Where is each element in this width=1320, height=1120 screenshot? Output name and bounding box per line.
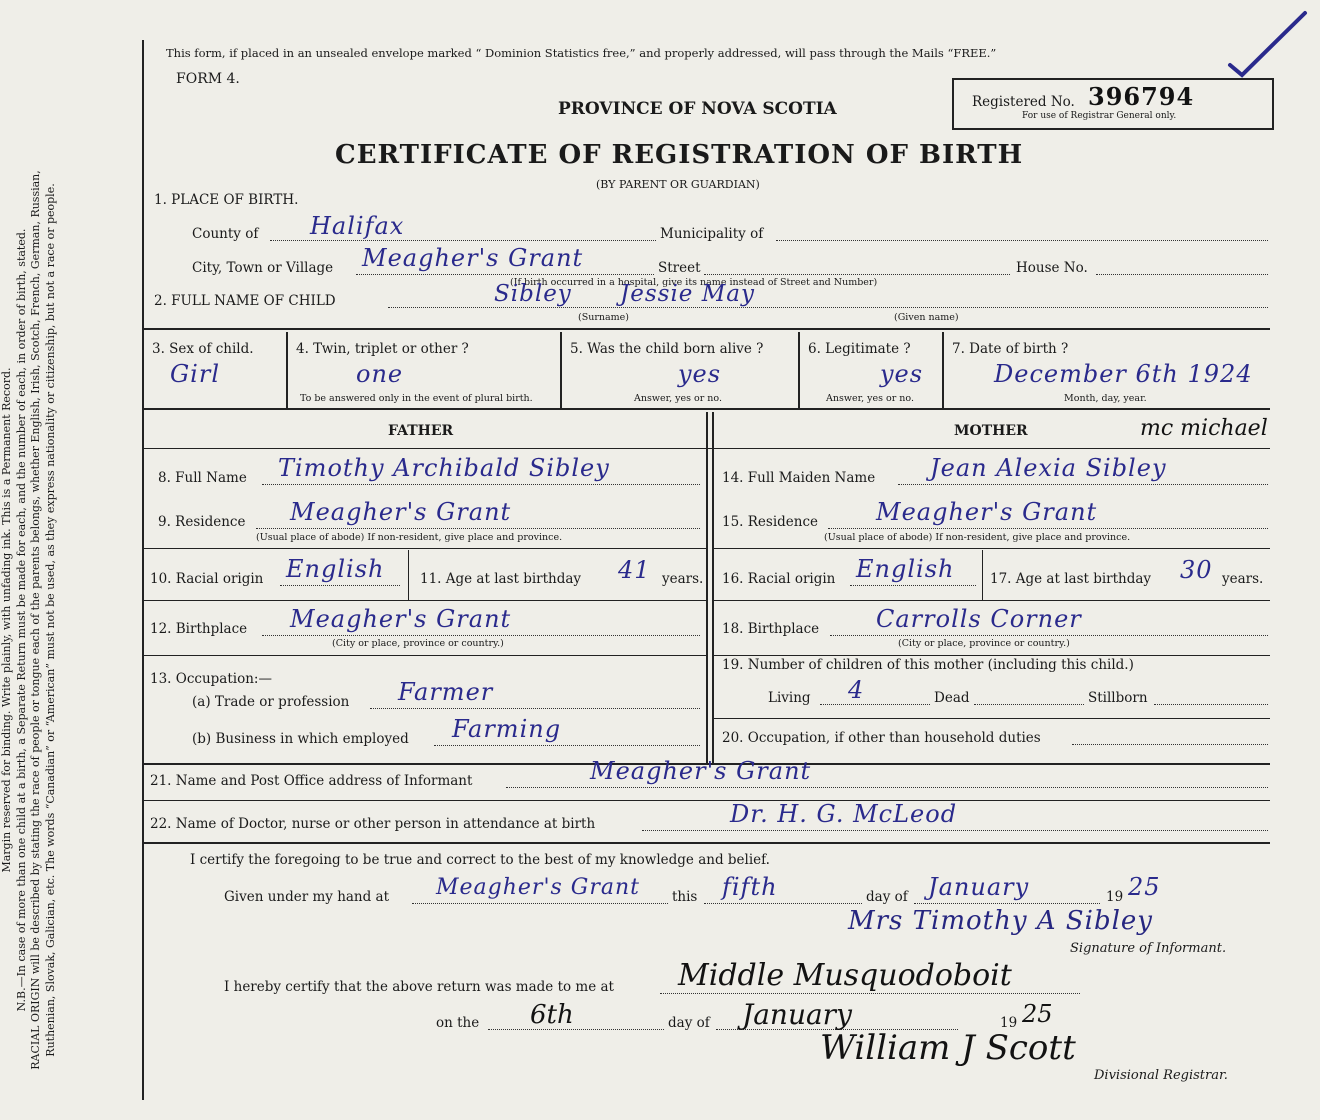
mother-residence-line — [828, 528, 1268, 529]
doctor-value: Dr. H. G. McLeod — [730, 800, 958, 828]
reg-year-value: 25 — [1022, 1000, 1053, 1028]
father-rule-1 — [144, 548, 706, 549]
on-the-label: on the — [436, 1015, 480, 1031]
father-residence-label: 9. Residence — [158, 514, 246, 530]
certificate-title: CERTIFICATE OF REGISTRATION OF BIRTH — [335, 140, 1024, 170]
given-month-line — [914, 903, 1100, 904]
alive-note: Answer, yes or no. — [634, 393, 723, 404]
hospital-note: (If birth occurred in a hospital, give its name instead of Street and Number) — [510, 277, 878, 288]
father-years: years. — [662, 571, 704, 587]
father-heading: FATHER — [388, 423, 454, 439]
dead-label: Dead — [934, 690, 970, 706]
city-line — [356, 274, 654, 275]
sex-value: Girl — [170, 360, 220, 388]
given-place-value: Meagher's Grant — [436, 875, 640, 900]
business-label: (b) Business in which employed — [192, 731, 409, 747]
twin-note: To be answered only in the event of plural birth. — [300, 393, 533, 404]
father-age-divider — [408, 550, 409, 600]
mother-birthplace-note: (City or place, province or country.) — [898, 638, 1070, 649]
mother-racial-label: 16. Racial origin — [722, 571, 836, 587]
surname-note: (Surname) — [578, 312, 629, 323]
mother-racial-line — [850, 585, 976, 586]
margin-note-3: RACIAL ORIGIN will be described by stating the race of people or tongue each of the parents belongs, whether English, Irish, Scotch, French, German, Russian, — [29, 170, 42, 1070]
city-value: Meagher's Grant — [362, 244, 584, 272]
year-prefix-2: 19 — [1000, 1015, 1018, 1031]
col-divider-4 — [942, 332, 944, 408]
municipality-line — [776, 240, 1268, 241]
trade-value: Farmer — [398, 678, 494, 706]
alive-label: 5. Was the child born alive ? — [570, 341, 764, 357]
registered-note: For use of Registrar General only. — [1022, 111, 1177, 121]
col-divider-2 — [560, 332, 562, 408]
margin-notes — [0, 120, 120, 1120]
mother-rule-4 — [714, 718, 1270, 719]
child-surname: Sibley — [494, 281, 572, 307]
certificate-subtitle: (BY PARENT OR GUARDIAN) — [596, 178, 760, 191]
mother-birthplace-label: 18. Birthplace — [722, 621, 820, 637]
county-label: County of — [192, 226, 259, 242]
mother-age-label: 17. Age at last birthday — [990, 571, 1152, 587]
given-under-label: Given under my hand at — [224, 889, 390, 905]
given-year-value: 25 — [1128, 873, 1161, 901]
mother-residence-label: 15. Residence — [722, 514, 819, 530]
certify-statement: I certify the foregoing to be true and correct to the best of my knowledge and belief. — [190, 852, 770, 868]
children-label: 19. Number of children of this mother (including this child.) — [722, 657, 1134, 673]
registrar-place-line — [660, 993, 1080, 994]
day-of-label: day of — [866, 889, 908, 905]
county-line — [270, 240, 656, 241]
living-value: 4 — [848, 676, 865, 704]
informant-label: 21. Name and Post Office address of Informant — [150, 773, 473, 789]
twin-label: 4. Twin, triplet or other ? — [296, 341, 469, 357]
child-name-line — [388, 307, 1268, 308]
this-label: this — [672, 889, 698, 905]
father-racial-line — [280, 585, 400, 586]
separator-1 — [144, 328, 1270, 330]
mother-occupation-line — [1072, 744, 1268, 745]
mother-years: years. — [1222, 571, 1264, 587]
full-name-label: 2. FULL NAME OF CHILD — [154, 293, 336, 309]
father-name-line — [262, 484, 700, 485]
mother-name-line — [898, 484, 1268, 485]
municipality-label: Municipality of — [660, 226, 764, 242]
registrar-place-value: Middle Musquodoboit — [678, 958, 1012, 993]
informant-signature: Mrs Timothy A Sibley — [848, 906, 1153, 936]
legit-note: Answer, yes or no. — [826, 393, 915, 404]
doctor-label: 22. Name of Doctor, nurse or other person in attendance at birth — [150, 816, 596, 832]
mother-birthplace-value: Carrolls Corner — [876, 605, 1082, 633]
mother-occupation-label: 20. Occupation, if other than household duties — [722, 730, 1041, 746]
year-prefix-1: 19 — [1106, 889, 1124, 905]
mother-maiden-annotation: mc michael — [1140, 416, 1268, 441]
doctor-line — [642, 830, 1268, 831]
reg-day-line — [488, 1029, 664, 1030]
father-birthplace-label: 12. Birthplace — [150, 621, 248, 637]
mother-name-label: 14. Full Maiden Name — [722, 470, 876, 486]
divisional-registrar-label: Divisional Registrar. — [1094, 1068, 1228, 1083]
twin-value: one — [356, 360, 404, 388]
informant-value: Meagher's Grant — [590, 757, 812, 785]
occupation-label: 13. Occupation:— — [150, 671, 272, 687]
father-residence-line — [256, 528, 700, 529]
father-residence-note: (Usual place of abode) If non-resident, give place and province. — [256, 532, 563, 543]
street-label: Street — [658, 260, 701, 276]
father-name-value: Timothy Archibald Sibley — [278, 454, 610, 482]
father-birthplace-value: Meagher's Grant — [290, 605, 512, 633]
father-racial-value: English — [286, 555, 385, 583]
business-value: Farming — [452, 715, 562, 743]
father-birthplace-note: (City or place, province or country.) — [332, 638, 504, 649]
father-racial-label: 10. Racial origin — [150, 571, 264, 587]
mother-residence-value: Meagher's Grant — [876, 498, 1098, 526]
sex-label: 3. Sex of child. — [152, 341, 254, 357]
mother-name-value: Jean Alexia Sibley — [930, 454, 1167, 482]
stillborn-line — [1154, 704, 1268, 705]
dob-value: December 6th 1924 — [994, 360, 1253, 388]
mother-rule-3 — [714, 655, 1270, 656]
mother-birthplace-line — [830, 635, 1268, 636]
dead-line — [974, 704, 1084, 705]
reg-day-value: 6th — [530, 1000, 574, 1030]
mail-notice: This form, if placed in an unsealed envelope marked “ Dominion Statistics free,” and properly addressed, will pass through the Mails “FREE.” — [166, 46, 997, 60]
living-line — [820, 704, 930, 705]
father-age-label: 11. Age at last birthday — [420, 571, 582, 587]
mother-residence-note: (Usual place of abode) If non-resident, give place and province. — [824, 532, 1131, 543]
child-given-name: Jessie May — [620, 281, 755, 307]
registered-number: 396794 — [1088, 82, 1195, 111]
registered-box — [952, 78, 1274, 130]
house-label: House No. — [1016, 260, 1088, 276]
form-number: FORM 4. — [176, 71, 240, 87]
separator-4 — [144, 842, 1270, 844]
legit-label: 6. Legitimate ? — [808, 341, 911, 357]
center-divider-2 — [712, 412, 714, 764]
county-value: Halifax — [310, 212, 405, 240]
place-of-birth-label: 1. PLACE OF BIRTH. — [154, 192, 299, 208]
dob-note: Month, day, year. — [1064, 393, 1147, 404]
rule-21 — [144, 800, 1270, 801]
trade-line — [370, 708, 700, 709]
trade-label: (a) Trade or profession — [192, 694, 350, 710]
province: PROVINCE OF NOVA SCOTIA — [558, 99, 837, 119]
margin-note-4: Ruthenian, Slovak, Galician, etc. The words “Canadian” or “American” must not be used, as they express nationality or citizenship, but not a race or people. — [43, 183, 57, 1057]
separator-2 — [144, 408, 1270, 410]
legit-value: yes — [880, 360, 924, 388]
father-rule-3 — [144, 655, 706, 656]
parents-header-rule — [144, 448, 1270, 449]
col-divider-1 — [286, 332, 288, 408]
hereby-certify-label: I hereby certify that the above return was made to me at — [224, 979, 614, 995]
given-name-note: (Given name) — [894, 312, 959, 323]
stillborn-label: Stillborn — [1088, 690, 1148, 706]
mother-rule-1 — [714, 548, 1270, 549]
given-place-line — [412, 903, 668, 904]
city-label: City, Town or Village — [192, 260, 334, 276]
checkmark-icon — [1220, 5, 1310, 80]
mother-rule-2 — [714, 600, 1270, 601]
day-of-label-2: day of — [668, 1015, 710, 1031]
father-age-value: 41 — [618, 556, 651, 584]
house-line — [1096, 274, 1268, 275]
mother-age-divider — [982, 550, 983, 600]
informant-line — [506, 787, 1268, 788]
col-divider-3 — [798, 332, 800, 408]
given-day-line — [704, 903, 862, 904]
reg-month-value: January — [742, 998, 852, 1031]
signature-of-informant-label: Signature of Informant. — [1070, 941, 1227, 956]
father-rule-2 — [144, 600, 706, 601]
father-birthplace-line — [262, 635, 700, 636]
mother-heading: MOTHER — [954, 423, 1028, 439]
given-day-value: fifth — [722, 873, 778, 901]
binding-rule — [142, 40, 144, 1100]
dob-label: 7. Date of birth ? — [952, 341, 1069, 357]
father-name-label: 8. Full Name — [158, 470, 247, 486]
living-label: Living — [768, 690, 811, 706]
business-line — [434, 745, 700, 746]
alive-value: yes — [678, 360, 722, 388]
father-residence-value: Meagher's Grant — [290, 498, 512, 526]
registered-label: Registered No. — [972, 94, 1075, 110]
margin-note-2: N.B.—In case of more than one child at a birth, a Separate Return must be made for each, and the number of each, in order of birth, stated. — [14, 228, 28, 1012]
given-month-value: January — [928, 873, 1030, 901]
margin-note-1: Margin reserved for binding. Write plainly, with unfading ink. This is a Permanent Record. — [0, 367, 13, 873]
mother-age-value: 30 — [1180, 556, 1213, 584]
center-divider — [706, 412, 708, 764]
mother-racial-value: English — [856, 555, 955, 583]
street-line — [704, 274, 1010, 275]
registrar-signature: William J Scott — [820, 1028, 1076, 1068]
